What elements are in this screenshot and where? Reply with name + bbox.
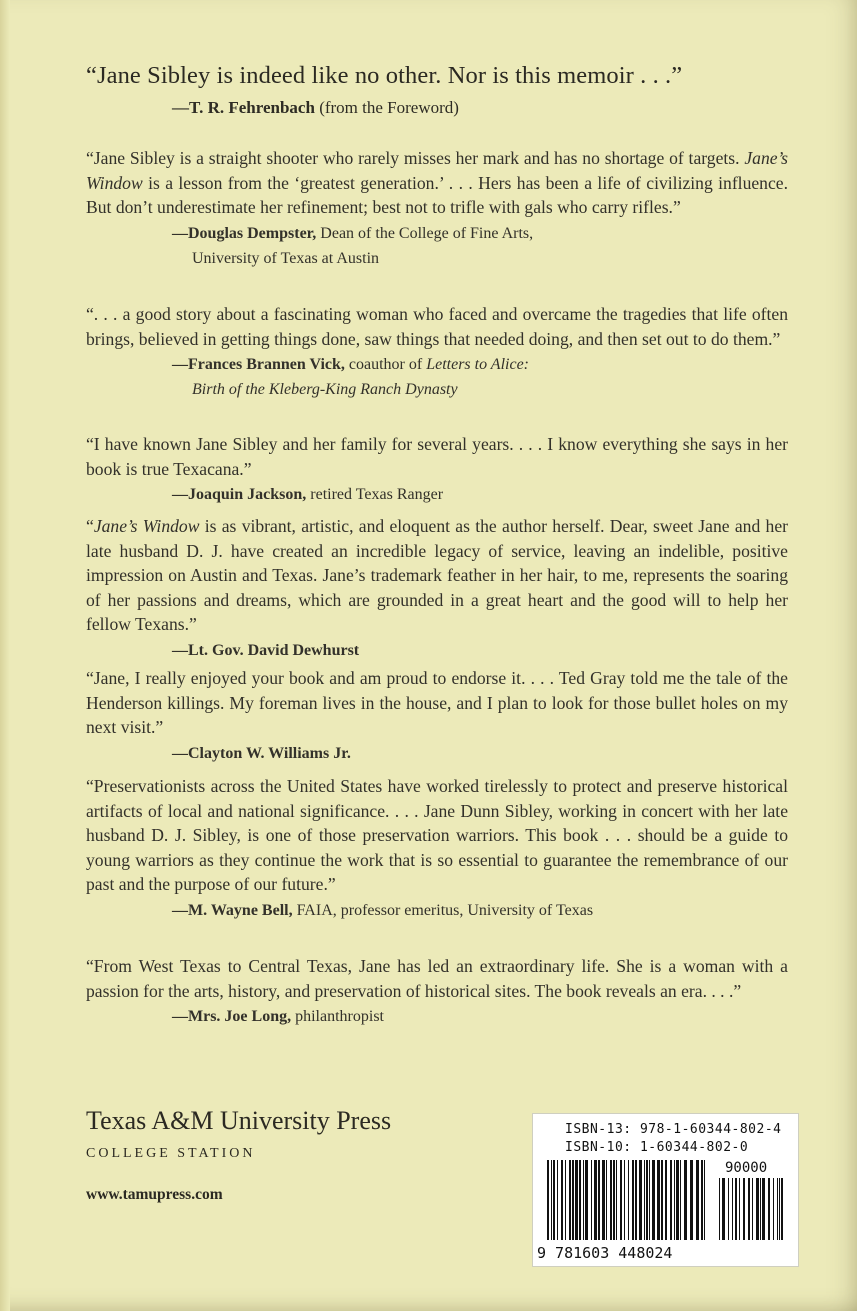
blurb-text: “Jane’s Window is as vibrant, artistic, and eloquent as the author herself. Dear, sweet Jane and her late husband D. J. have created an incredible legacy of service, leaving an indelible, positive impression on Austin and Texas. Jane’s trademark feather in her hair, to me, represents the soaring of her passions and dreams, which are grounded in a great heart and the good will to help her fellow Texans.” (86, 516, 788, 634)
barcode-bar (569, 1160, 571, 1240)
barcode-bar (565, 1160, 566, 1240)
blurb-text: “Jane Sibley is a straight shooter who rarely misses her mark and has no shortage of targets. Jane’s Window is a lesson from the ‘greatest generation.’ . . . Hers has been a life of civilizing influence. But don’t underestimate her refinement; best not to trifle with gals who carry rifles.” (86, 148, 788, 217)
addon-bar (779, 1178, 780, 1240)
blurb-attribution: —Douglas Dempster, Dean of the College of Fine Arts, (172, 224, 534, 242)
barcode-bar (551, 1160, 552, 1240)
ean-bars (547, 1160, 705, 1240)
barcode-bar (620, 1160, 622, 1240)
barcode-bar (624, 1160, 625, 1240)
barcode-bar (661, 1160, 663, 1240)
barcode-bar (665, 1160, 667, 1240)
barcode-bar (635, 1160, 637, 1240)
addon-bar (777, 1178, 778, 1240)
book-title: Jane’s Window (86, 148, 788, 193)
addon-bar (739, 1178, 740, 1240)
blurb-dempster (86, 146, 788, 270)
barcode-bar (657, 1160, 660, 1240)
book-title: Jane’s Window (93, 516, 200, 536)
barcode-bar (583, 1160, 584, 1240)
barcode-bar (579, 1160, 581, 1240)
cover-edge (0, 0, 10, 1311)
addon-bar (756, 1178, 759, 1240)
blurb-attribution: —Joaquin Jackson, retired Texas Ranger (172, 486, 444, 503)
barcode-bar (575, 1160, 578, 1240)
addon-bar (773, 1178, 774, 1240)
barcode-bar (606, 1160, 607, 1240)
blurb-vick (86, 302, 788, 401)
barcode-bar (591, 1160, 592, 1240)
barcode-label (532, 1113, 799, 1267)
barcode-bar (598, 1160, 600, 1240)
addon-bar (719, 1178, 720, 1240)
barcode-bar (585, 1160, 588, 1240)
barcode-bar (639, 1160, 642, 1240)
blurb-text: “I have known Jane Sibley and her family for several years. . . . I know everything she says in her book is true Texacana.” (86, 434, 788, 479)
addon-bar (768, 1178, 770, 1240)
addon-bar (735, 1178, 737, 1240)
barcode-bar (613, 1160, 615, 1240)
publisher-url: www.tamupress.com (86, 1186, 223, 1203)
barcode-graphic (533, 1114, 798, 1266)
addon-bar (722, 1178, 725, 1240)
blurb-attribution: —M. Wayne Bell, FAIA, professor emeritus, University of Texas (172, 901, 594, 919)
barcode-bar (594, 1160, 597, 1240)
barcode-bar (602, 1160, 605, 1240)
blurb-jackson (86, 432, 788, 506)
barcode-bar (676, 1160, 679, 1240)
barcode-bar (553, 1160, 555, 1240)
addon-bar (781, 1178, 783, 1240)
barcode-bar (670, 1160, 672, 1240)
publisher-name: Texas A&M University Press (86, 1106, 392, 1135)
barcode-bar (674, 1160, 675, 1240)
barcode-bar (680, 1160, 681, 1240)
barcode-bar (684, 1160, 687, 1240)
isbn10-text: ISBN-10: 1-60344-802-0 (565, 1140, 749, 1155)
addon-bar (748, 1178, 750, 1240)
addon-bar (760, 1178, 761, 1240)
barcode-bar (572, 1160, 574, 1240)
addon-bar (752, 1178, 753, 1240)
publisher-location: COLLEGE STATION (86, 1146, 256, 1161)
barcode-bar (649, 1160, 650, 1240)
blurb-long (86, 954, 788, 1028)
headline-quote: “Jane Sibley is indeed like no other. Nor is this memoir . . .” (86, 62, 683, 89)
blurb-attribution: —Frances Brannen Vick, coauthor of Letters to Alice: (172, 356, 529, 373)
addon-bar (728, 1178, 729, 1240)
barcode-bar (644, 1160, 645, 1240)
barcode-bar (610, 1160, 612, 1240)
barcode-bar (652, 1160, 655, 1240)
blurb-attribution: —Lt. Gov. David Dewhurst (172, 641, 360, 659)
barcode-bar (646, 1160, 648, 1240)
headline-attribution (172, 98, 459, 118)
blurb-text: “From West Texas to Central Texas, Jane has led an extraordinary life. She is a woman with a passion for the arts, history, and preservation of historical sites. The book reveals an era. . . .” (86, 956, 788, 1001)
barcode-bar (701, 1160, 703, 1240)
blurb-attribution-line2: Birth of the Kleberg-King Ranch Dynasty (192, 381, 458, 398)
barcode-bar (696, 1160, 699, 1240)
blurb-bell (86, 774, 788, 922)
barcode-bar (616, 1160, 617, 1240)
addon-bars (719, 1178, 783, 1240)
blurb-text: “Jane, I really enjoyed your book and am proud to endorse it. . . . Ted Gray told me the tale of the Henderson killings. My foreman lives in the house, and I plan to look for those bullet holes on my next visit.” (86, 668, 788, 737)
isbn13-text: ISBN-13: 978-1-60344-802-4 (565, 1122, 782, 1137)
attribution-name: —T. R. Fehrenbach (172, 98, 315, 117)
blurb-attribution: —Clayton W. Williams Jr. (172, 744, 351, 762)
addon-bar (743, 1178, 745, 1240)
addon-bar (762, 1178, 765, 1240)
barcode-bar (628, 1160, 629, 1240)
blurb-text: “. . . a good story about a fascinating woman who faced and overcame the tragedies that life often brings, believed in getting things done, saw things that needed doing, and then set out to do them.” (86, 304, 788, 349)
blurb-attribution: —Mrs. Joe Long, philanthropist (172, 1008, 384, 1025)
blurb-dewhurst (86, 514, 788, 662)
blurb-williams (86, 666, 788, 765)
addon-bar (732, 1178, 733, 1240)
blurb-attribution-line2: University of Texas at Austin (192, 249, 380, 267)
attribution-source: (from the Foreword) (314, 98, 459, 117)
barcode-bar (561, 1160, 563, 1240)
blurb-text: “Preservationists across the United States have worked tirelessly to protect and preserve historical artifacts of local and national significance. . . . Jane Dunn Sibley, working in concert with her late husband D. J. Sibley, is one of those preservation warriors. This book . . . should be a guide to young warriors as they continue the work that is so essential to guarantee the remembrance of our past and the purpose of our future.” (86, 776, 788, 894)
ean-digits: 9 781603 448024 (537, 1244, 673, 1262)
barcode-bar (557, 1160, 558, 1240)
barcode-bar (704, 1160, 705, 1240)
barcode-bar (547, 1160, 549, 1240)
barcode-bar (632, 1160, 634, 1240)
price-code: 90000 (725, 1160, 768, 1176)
barcode-bar (690, 1160, 693, 1240)
